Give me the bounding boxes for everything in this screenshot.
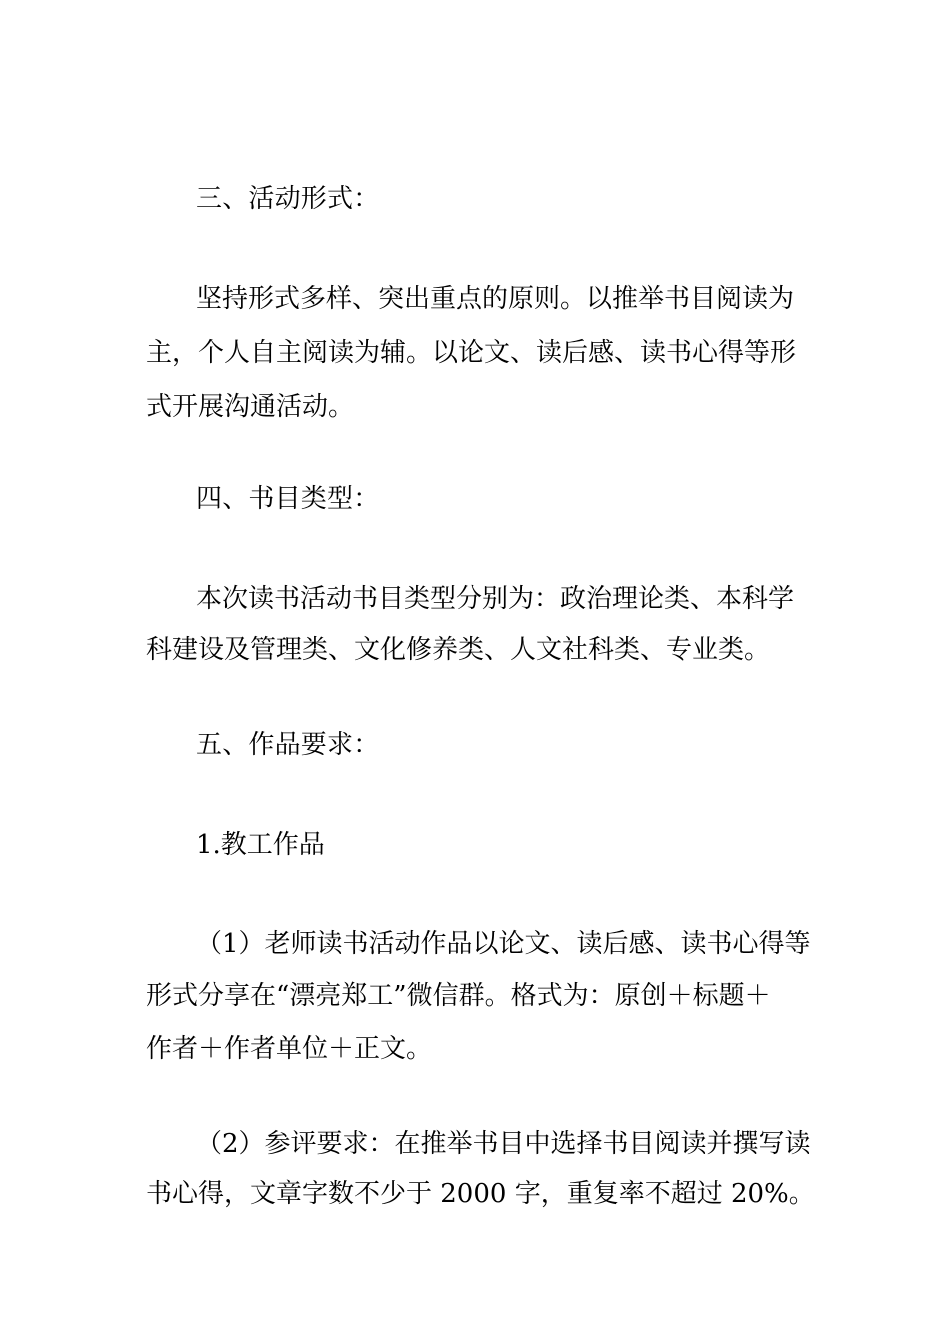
requirement-item-2-line-2: 书心得，文章字数不少于 2000 字，重复率不超过 20%。 — [146, 1179, 815, 1209]
requirement-item-1-line-3: 作者＋作者单位＋正文。 — [146, 1034, 433, 1064]
requirement-item-1-line-1: （1）老师读书活动作品以论文、读后感、读书心得等 — [196, 929, 811, 959]
section-heading-work-requirements: 五、作品要求： — [196, 730, 380, 760]
activity-format-paragraph-line-1: 坚持形式多样、突出重点的原则。以推举书目阅读为 — [196, 284, 795, 314]
activity-format-paragraph-line-3: 式开展沟通活动。 — [146, 392, 355, 422]
book-types-paragraph-line-1: 本次读书活动书目类型分别为：政治理论类、本科学 — [196, 584, 795, 614]
requirement-item-1-line-2: 形式分享在“漂亮郑工”微信群。格式为：原创＋标题＋ — [146, 981, 771, 1011]
activity-format-paragraph-line-2: 主，个人自主阅读为辅。以论文、读后感、读书心得等形 — [146, 338, 797, 368]
subheading-staff-works: 1.教工作品 — [196, 830, 325, 860]
requirement-item-2-line-1: （2）参评要求：在推举书目中选择书目阅读并撰写读 — [196, 1129, 811, 1159]
section-heading-book-types: 四、书目类型： — [196, 484, 380, 514]
book-types-paragraph-line-2: 科建设及管理类、文化修养类、人文社科类、专业类。 — [146, 635, 771, 665]
section-heading-activity-format: 三、活动形式： — [196, 184, 380, 214]
